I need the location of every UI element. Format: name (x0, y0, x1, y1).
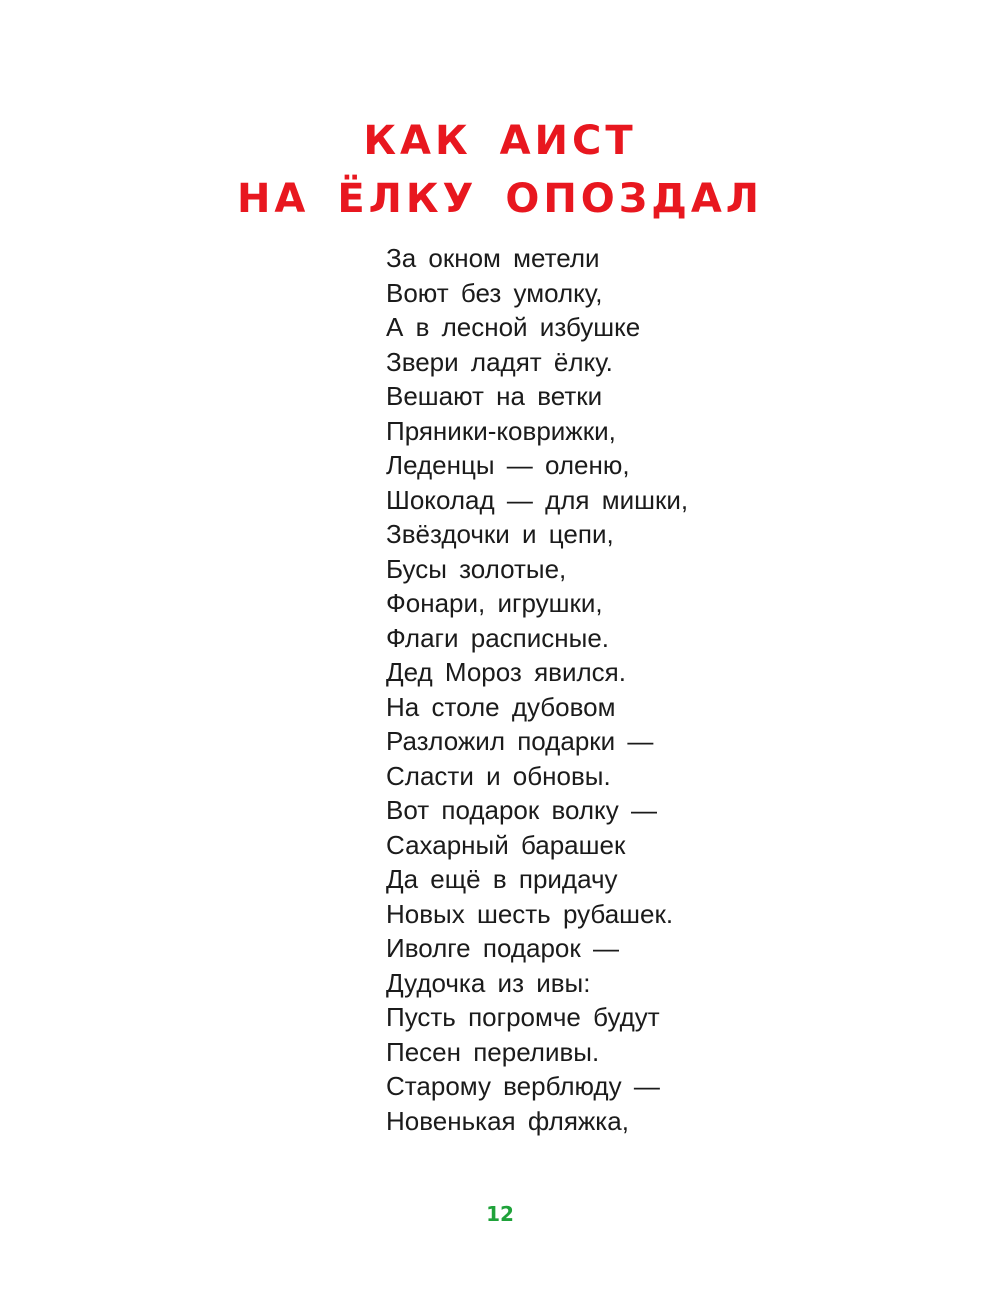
poem-line: На столе дубовом (386, 691, 616, 722)
poem-line: Дудочка из ивы: (386, 967, 591, 998)
poem-title-line-1: КАК АИСТ (363, 118, 637, 164)
poem-title-line-2: НА ЁЛКУ ОПОЗДАЛ (236, 176, 764, 222)
poem-line: Вот подарок волку — (386, 795, 657, 825)
poem-line: Воют без умолку, (386, 277, 603, 308)
poem-line: Новенькая фляжка, (386, 1105, 629, 1136)
poem-line: Шоколад — для мишки, (386, 484, 689, 515)
poem-line: Звёздочки и цепи, (386, 519, 614, 549)
page-number: 12 (486, 1202, 514, 1226)
poem-line: За окном метели (386, 243, 600, 273)
poem-line: Флаги расписные. (386, 622, 610, 653)
poem-line: Сласти и обновы. (386, 760, 611, 791)
poem-line: Вешают на ветки (386, 381, 603, 411)
poem-line: А в лесной избушке (386, 312, 641, 342)
poem-body (386, 241, 688, 1138)
poem-line: Да ещё в придачу (386, 864, 618, 894)
poem-line: Новых шесть рубашек. (386, 898, 674, 929)
poem-line: Иволге подарок — (386, 933, 619, 963)
poem-line: Старому верблюду — (386, 1071, 660, 1101)
poem-line: Дед Мороз явился. (386, 657, 626, 687)
poem-line: Фонари, игрушки, (386, 588, 603, 618)
poem-line: Песен переливы. (386, 1036, 600, 1067)
poem-line: Бусы золотые, (386, 553, 567, 584)
poem-line: Сахарный барашек (386, 829, 626, 860)
poem-line: Разложил подарки — (386, 726, 654, 756)
poem-line: Пряники-коврижки, (386, 415, 616, 446)
poem-line: Звери ладят ёлку. (386, 346, 613, 377)
poem-title (0, 112, 1000, 228)
poem-line: Пусть погромче будут (386, 1002, 660, 1032)
poem-line: Леденцы — оленю, (386, 450, 630, 480)
